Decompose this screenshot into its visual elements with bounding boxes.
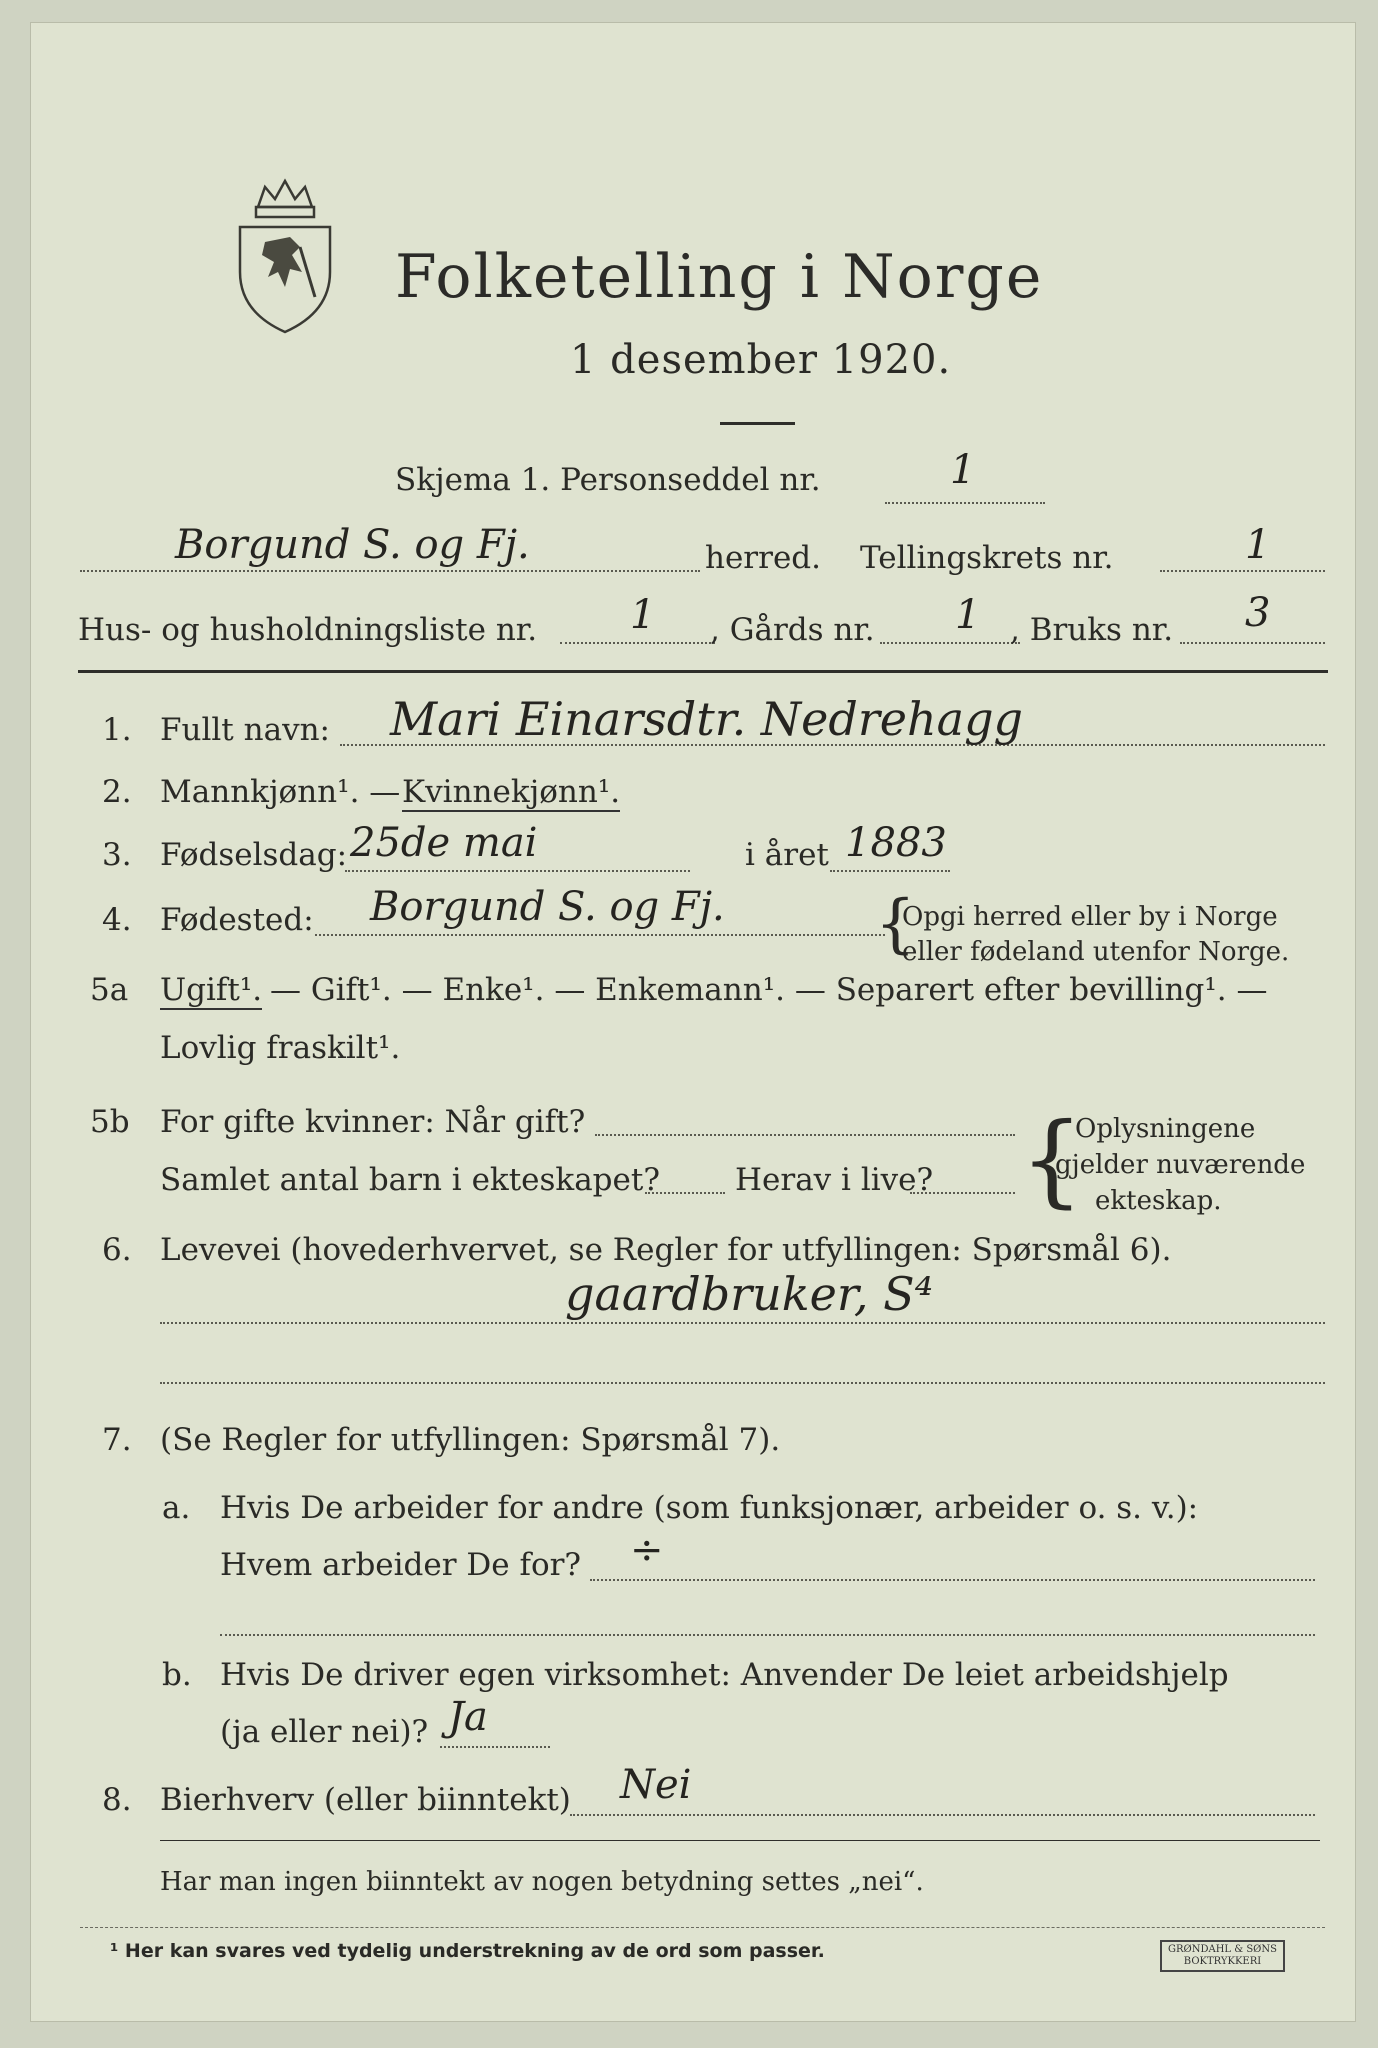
header-rule [78, 670, 1328, 673]
gards-value[interactable]: 1 [955, 592, 981, 638]
q5b-note-3: ekteskap. [1095, 1186, 1222, 1216]
q7a-number: a. [162, 1490, 191, 1526]
q4-birthplace-value[interactable]: Borgund S. og Fj. [370, 884, 725, 930]
q7a-line-1 [590, 1579, 1315, 1581]
q1-label: Fullt navn: [160, 712, 330, 748]
q4-note-2: eller fødeland utenfor Norge. [902, 937, 1290, 967]
q8-number: 8. [102, 1782, 132, 1818]
q5b-line-1 [595, 1134, 1015, 1136]
q1-full-name[interactable]: Mari Einarsdtr. Nedrehagg [390, 692, 1023, 746]
bruks-value[interactable]: 3 [1245, 590, 1271, 636]
form-title: Folketelling i Norge [395, 242, 1044, 312]
gards-label: , Gårds nr. [710, 612, 875, 648]
q2-kvinne-selected[interactable]: Kvinnekjønn¹. [402, 774, 621, 810]
hus-value[interactable]: 1 [630, 592, 656, 638]
q8-line [570, 1814, 1315, 1816]
census-date: 1 desember 1920. [570, 337, 952, 383]
q5a-options[interactable]: — Gift¹. — Enke¹. — Enkemann¹. — Separert efter bevilling¹. — [270, 972, 1268, 1008]
q5b-note-2: gjelder nuværende [1055, 1150, 1306, 1180]
q5b-brace: { [1020, 1101, 1084, 1218]
herred-label: herred. [705, 540, 821, 576]
footnote: ¹ Her kan svares ved tydelig understrekning av de ord som passer. [110, 1940, 825, 1962]
q7b-number: b. [162, 1657, 192, 1693]
q5b-label-1: For gifte kvinner: Når gift? [160, 1104, 586, 1140]
q6-label: Levevei (hovederhvervet, se Regler for utfyllingen: Spørsmål 6). [160, 1232, 1172, 1268]
footer-note: Har man ingen biinntekt av nogen betydning settes „nei“. [160, 1867, 924, 1897]
q5b-line-3 [910, 1192, 1015, 1194]
q7b-label: Hvis De driver egen virksomhet: Anvender De leiet arbeidshjelp [220, 1657, 1229, 1693]
q3-year-value[interactable]: 1883 [845, 820, 947, 866]
footnote-divider [80, 1927, 1325, 1928]
q4-label: Fødested: [160, 902, 314, 938]
q6-number: 6. [102, 1232, 132, 1268]
gards-line [880, 642, 1020, 644]
census-form [30, 22, 1356, 2022]
skjema-label: Skjema 1. Personseddel nr. [395, 462, 821, 498]
q3-year-line [830, 870, 950, 872]
q3-year-label: i året [745, 837, 829, 873]
q7a-label: Hvis De arbeider for andre (som funksjonær, arbeider o. s. v.): [220, 1490, 1199, 1526]
q4-number: 4. [102, 902, 132, 938]
q3-date-line [345, 870, 690, 872]
title-divider [720, 422, 795, 425]
hus-label: Hus- og husholdningsliste nr. [78, 612, 538, 648]
hus-line [560, 642, 715, 644]
q5b-label-2: Samlet antal barn i ekteskapet? [160, 1162, 660, 1198]
herred-value[interactable]: Borgund S. og Fj. [175, 522, 530, 568]
q7a-line-2 [220, 1634, 1315, 1636]
q7b-line [440, 1746, 550, 1748]
printer-stamp-line-2: BOKTRYKKERI [1183, 1956, 1262, 1967]
q7b-value[interactable]: Ja [448, 1694, 488, 1740]
q2-mann[interactable]: Mannkjønn¹. — [160, 774, 401, 810]
q6-line-2 [160, 1382, 1325, 1384]
q1-number: 1. [102, 712, 132, 748]
q3-number: 3. [102, 837, 132, 873]
q5a-line-2[interactable]: Lovlig fraskilt¹. [160, 1030, 401, 1066]
q5b-label-3: Herav i live? [735, 1162, 934, 1198]
bruks-label: , Bruks nr. [1010, 612, 1174, 648]
q4-brace: { [875, 887, 916, 961]
q5b-line-2 [645, 1192, 725, 1194]
q8-value[interactable]: Nei [620, 1762, 692, 1808]
q7-label: (Se Regler for utfyllingen: Spørsmål 7). [160, 1422, 781, 1458]
q7a-value[interactable]: ÷ [630, 1527, 664, 1573]
q3-birthday-value[interactable]: 25de mai [350, 820, 538, 866]
printer-stamp [1160, 1940, 1285, 1972]
q2-number: 2. [102, 774, 132, 810]
q8-label: Bierhverv (eller biinntekt) [160, 1782, 571, 1818]
tellingskrets-label: Tellingskrets nr. [860, 540, 1114, 576]
tellingskrets-value[interactable]: 1 [1245, 522, 1271, 568]
q6-occupation-value[interactable]: gaardbruker, S⁴ [565, 1267, 934, 1321]
q7b-label-2: (ja eller nei)? [220, 1714, 429, 1750]
footer-divider [160, 1840, 1320, 1841]
personseddel-line [885, 502, 1045, 504]
q4-line [315, 934, 885, 936]
q5b-note-1: Oplysningene [1075, 1114, 1256, 1144]
q7a-label-2: Hvem arbeider De for? [220, 1547, 582, 1583]
q6-line-1 [160, 1322, 1325, 1324]
q4-note-1: Opgi herred eller by i Norge [902, 902, 1278, 932]
herred-line [80, 570, 700, 572]
norwegian-coat-of-arms-icon [230, 177, 340, 337]
printer-stamp-line-1: GRØNDAHL & SØNS [1168, 1944, 1277, 1955]
q5a-ugift-selected[interactable]: Ugift¹. [160, 972, 263, 1008]
q5b-number: 5b [90, 1104, 130, 1140]
tellingskrets-line [1160, 570, 1325, 572]
q5a-number: 5a [90, 972, 129, 1008]
personseddel-value[interactable]: 1 [950, 447, 976, 493]
q3-label: Fødselsdag: [160, 837, 348, 873]
bruks-line [1180, 642, 1325, 644]
q7-number: 7. [102, 1422, 132, 1458]
